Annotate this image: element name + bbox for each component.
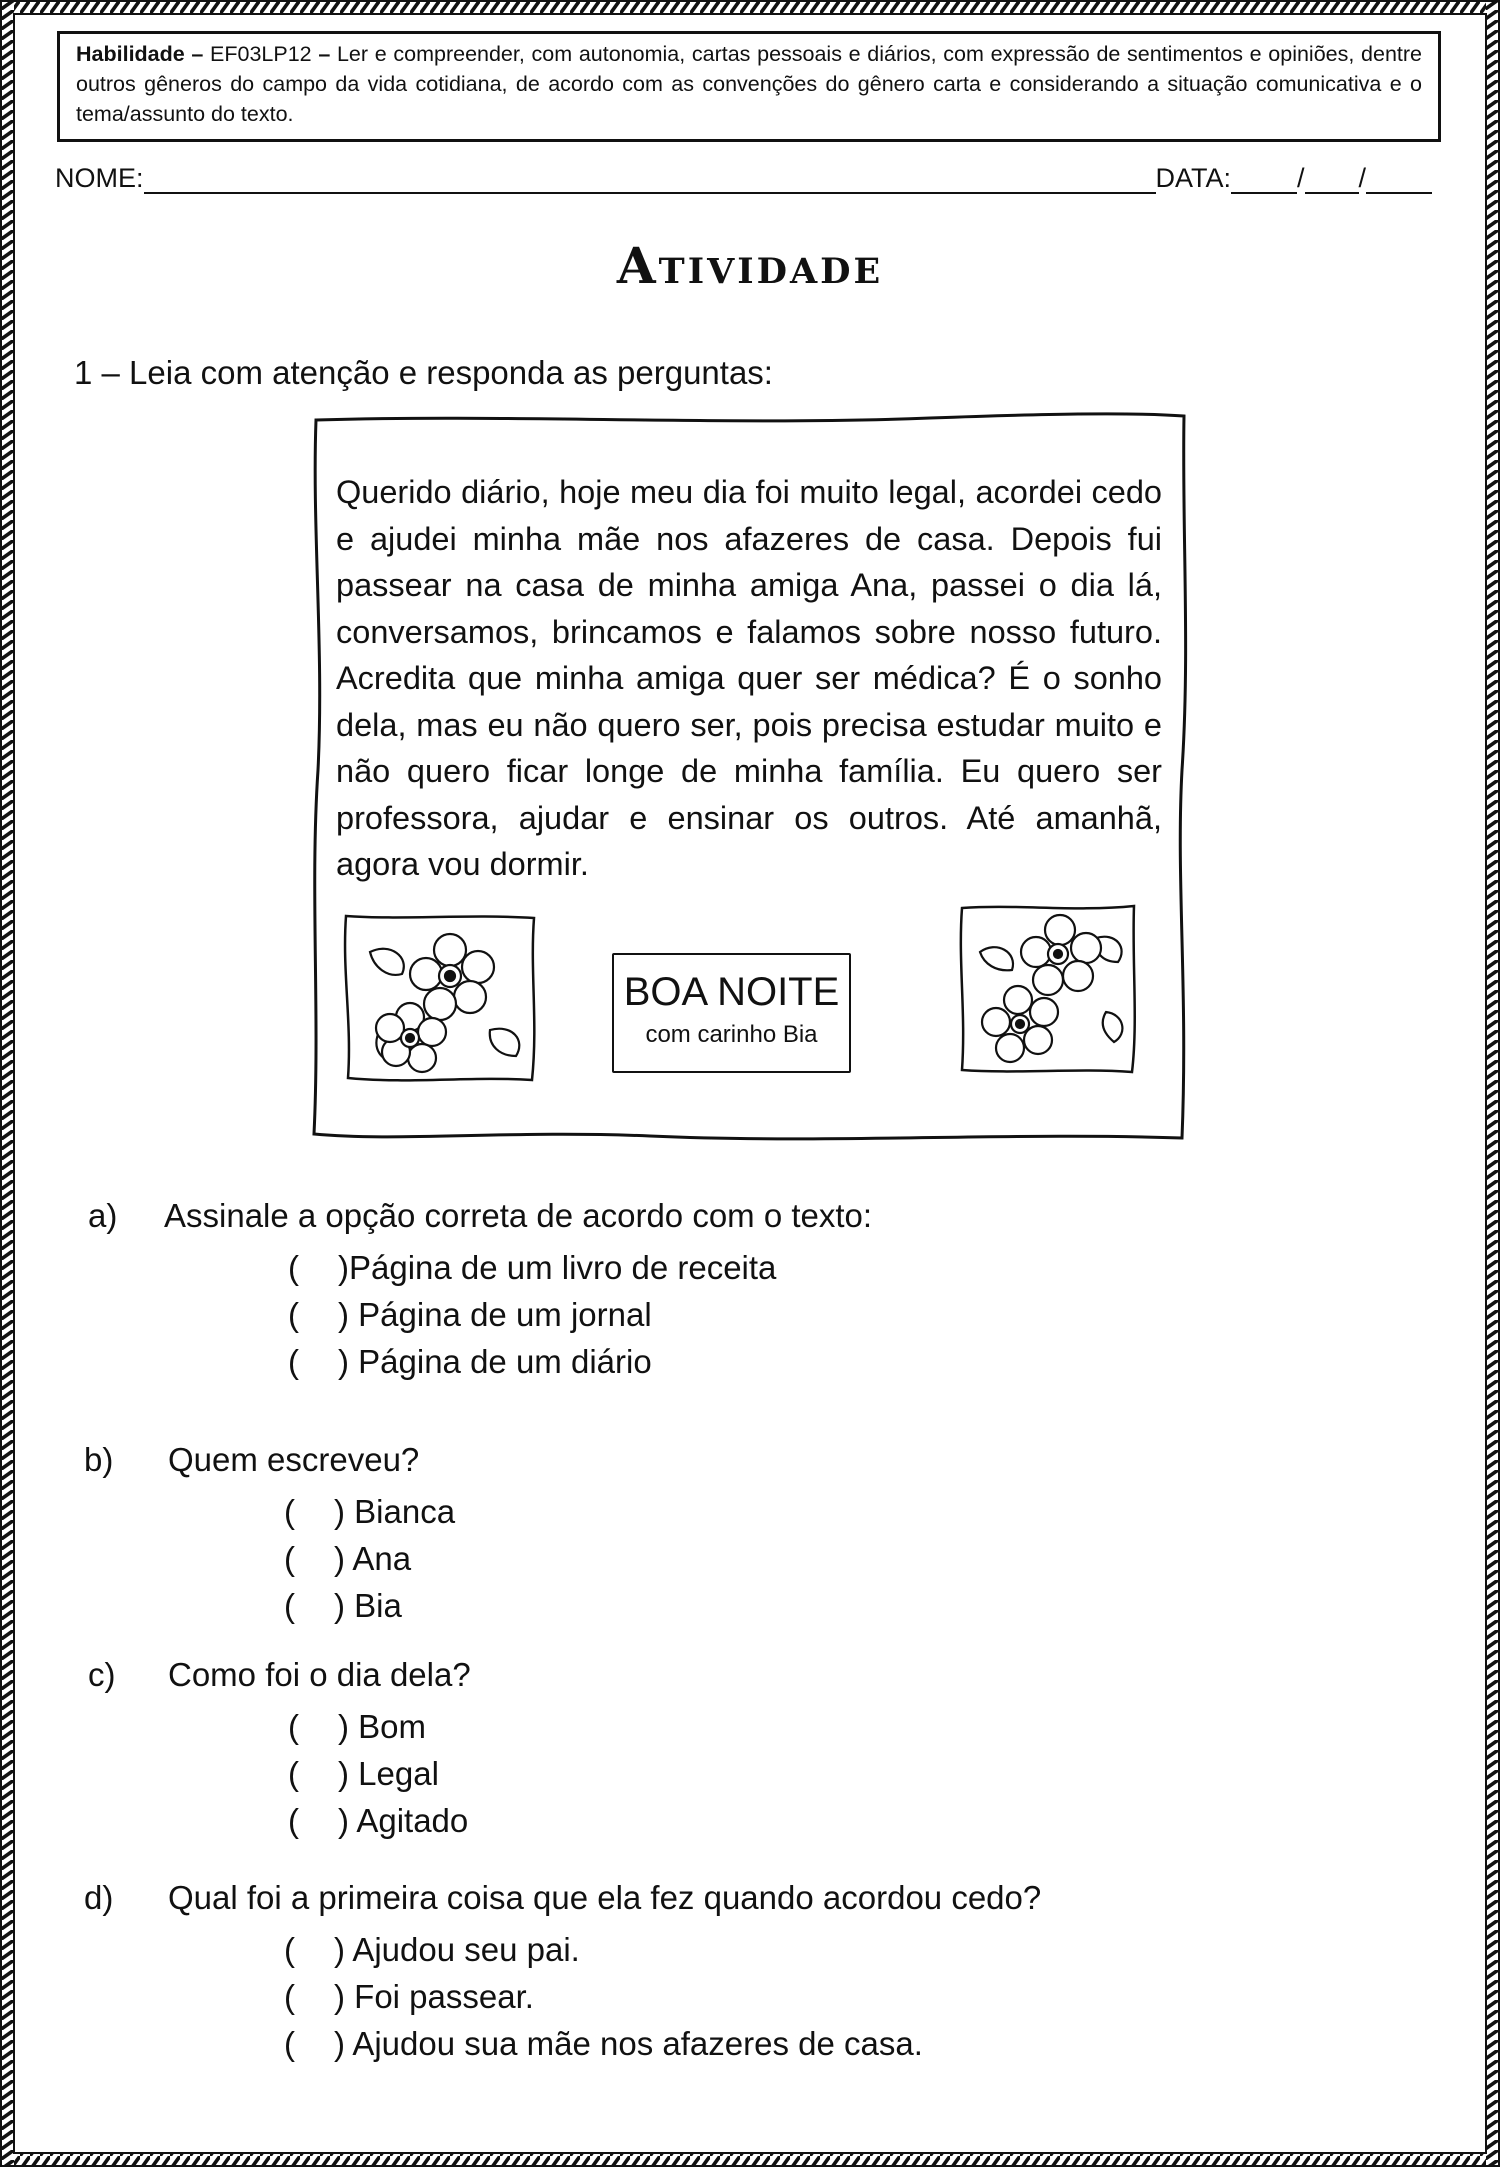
- option-b-2[interactable]: ( ) Ana: [284, 1540, 412, 1577]
- name-label: NOME:: [55, 163, 144, 193]
- option-a-1[interactable]: ( )Página de um livro de receita: [288, 1249, 777, 1286]
- signoff-title: BOA NOITE: [623, 970, 840, 1014]
- date-day-field[interactable]: [1231, 166, 1297, 194]
- date-label: DATA:: [1155, 163, 1232, 193]
- skill-dash: –: [318, 42, 331, 66]
- question-d: [84, 1878, 1464, 1918]
- option-a-3[interactable]: ( ) Página de um diário: [288, 1343, 652, 1380]
- option-d-3[interactable]: ( ) Ajudou sua mãe nos afazeres de casa.: [284, 2025, 923, 2062]
- instruction-text: 1 – Leia com atenção e responda as perguntas:: [74, 354, 773, 391]
- name-date-row: [55, 158, 1459, 194]
- date-month-field[interactable]: [1305, 166, 1359, 194]
- signoff-box: [612, 953, 851, 1073]
- question-text: Como foi o dia dela?: [168, 1656, 471, 1693]
- question-a: [88, 1196, 1388, 1236]
- question-text: Assinale a opção correta de acordo com o texto:: [164, 1197, 873, 1234]
- signoff-subtitle: com carinho Bia: [645, 1021, 818, 1048]
- options-b: [284, 1488, 455, 1629]
- skill-box: [57, 31, 1441, 142]
- option-d-1[interactable]: ( ) Ajudou seu pai.: [284, 1931, 580, 1968]
- flower-left-icon: [340, 912, 540, 1086]
- option-c-1[interactable]: ( ) Bom: [288, 1708, 427, 1745]
- question-letter: d): [84, 1879, 114, 1916]
- question-text: Qual foi a primeira coisa que ela fez quando acordou cedo?: [168, 1879, 1042, 1916]
- option-a-2[interactable]: ( ) Página de um jornal: [288, 1296, 652, 1333]
- question-b: [84, 1440, 1384, 1480]
- question-letter: b): [84, 1441, 114, 1478]
- options-a: [288, 1244, 776, 1385]
- date-year-field[interactable]: [1366, 166, 1432, 194]
- option-c-2[interactable]: ( ) Legal: [288, 1755, 439, 1792]
- question-letter: c): [88, 1656, 116, 1693]
- date-separator: /: [1297, 163, 1305, 193]
- skill-text: Ler e compreender, com autonomia, cartas pessoais e diários, com expressão de sentimentos e opiniões, dentre outros gêneros do campo da vida cotidiana, de acordo com as convenções do gênero carta e considerando a situação comunicativa e o tema/assunto do texto.: [76, 42, 1422, 126]
- page-title: Atividade: [616, 236, 884, 295]
- question-c: [88, 1655, 1388, 1695]
- date-separator: /: [1358, 163, 1367, 193]
- options-c: [288, 1703, 468, 1844]
- option-d-2[interactable]: ( ) Foi passear.: [284, 1978, 534, 2015]
- options-d: [284, 1926, 923, 2067]
- diary-text: Querido diário, hoje meu dia foi muito legal, acordei cedo e ajudei minha mãe nos afazeres de casa. Depois fui passear na casa de minha amiga Ana, passei o dia lá, conversamos, brincamos e falamos sobre nosso futuro. Acredita que minha amiga quer ser médica? É o sonho dela, mas eu não quero ser, pois precisa estudar muito e não quero ficar longe de minha família. Eu quero ser professora, ajudar e ensinar os outros. Até amanhã, agora vou dormir.: [336, 474, 1162, 882]
- option-b-3[interactable]: ( ) Bia: [284, 1587, 402, 1624]
- option-c-3[interactable]: ( ) Agitado: [288, 1802, 469, 1839]
- flower-right-icon: [956, 902, 1140, 1078]
- name-field[interactable]: [144, 166, 1156, 194]
- option-b-1[interactable]: ( ) Bianca: [284, 1493, 456, 1530]
- skill-label: Habilidade –: [76, 42, 204, 66]
- question-text: Quem escreveu?: [168, 1441, 420, 1478]
- question-letter: a): [88, 1197, 118, 1234]
- skill-code: EF03LP12: [203, 42, 319, 66]
